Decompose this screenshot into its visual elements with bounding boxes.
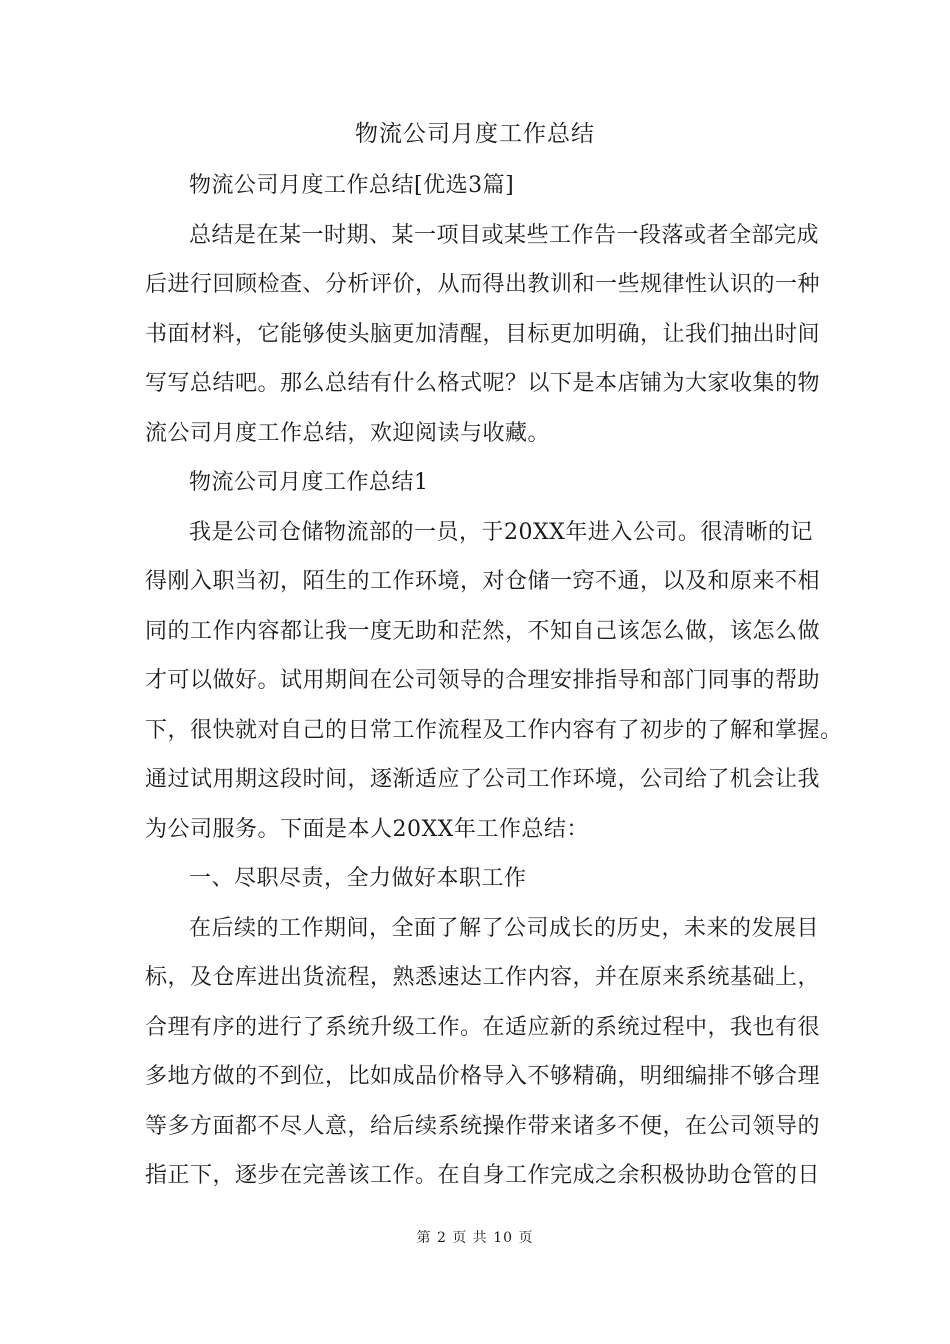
paragraph-line: 书面材料，它能够使头脑更加清醒，目标更加明确，让我们抽出时间: [145, 321, 821, 347]
paragraph-line: 才可以做好。试用期间在公司领导的合理安排指导和部门同事的帮助: [145, 668, 821, 693]
paragraph-line: 标，及仓库进出货流程，熟悉速达工作内容，并在原来系统基础上，: [145, 965, 821, 990]
paragraph-line: 为公司服务。下面是本人20XX年工作总结：: [145, 816, 589, 842]
paragraph-line: 写写总结吧。那么总结有什么格式呢？以下是本店铺为大家收集的物: [145, 371, 821, 396]
document-title: 物流公司月度工作总结: [355, 121, 595, 147]
paragraph-line: 同的工作内容都让我一度无助和茫然，不知自己该怎么做，该怎么做: [145, 618, 821, 644]
paragraph-line: 下，很快就对自己的日常工作流程及工作内容有了初步的了解和掌握。: [145, 717, 843, 743]
paragraph-line: 指正下，逐步在完善该工作。在自身工作完成之余积极协助仓管的日: [145, 1163, 821, 1188]
section-heading: 物流公司月度工作总结1: [189, 470, 429, 495]
paragraph-line: 后进行回顾检查、分析评价，从而得出教训和一些规律性认识的一种: [145, 272, 821, 297]
paragraph-line: 在后续的工作期间，全面了解了公司成长的历史，未来的发展目: [189, 915, 820, 941]
paragraph-line: 多地方做的不到位，比如成品价格导入不够精确，明细编排不够合理: [145, 1064, 821, 1089]
document-body: [145, 166, 843, 1206]
paragraph-line: 得刚入职当初，陌生的工作环境，对仓储一窍不通，以及和原来不相: [145, 569, 821, 594]
section-heading: 一、尽职尽责，全力做好本职工作: [189, 866, 527, 891]
paragraph-line: 通过试用期这段时间，逐渐适应了公司工作环境，公司给了机会让我: [145, 767, 821, 792]
paragraph-line: 我是公司仓储物流部的一员，于20XX年进入公司。很清晰的记: [189, 519, 813, 545]
page-number: 第 2 页 共 10 页: [416, 1230, 534, 1246]
paragraph-line: 等多方面都不尽人意，给后续系统操作带来诸多不便，在公司领导的: [145, 1113, 821, 1139]
subtitle-line: 物流公司月度工作总结[优选3篇]: [189, 173, 515, 198]
paragraph-line: 总结是在某一时期、某一项目或某些工作告一段落或者全部完成: [189, 222, 820, 248]
paragraph-line: 流公司月度工作总结，欢迎阅读与收藏。: [145, 420, 551, 446]
paragraph-line: 合理有序的进行了系统升级工作。在适应新的系统过程中，我也有很: [145, 1014, 821, 1040]
